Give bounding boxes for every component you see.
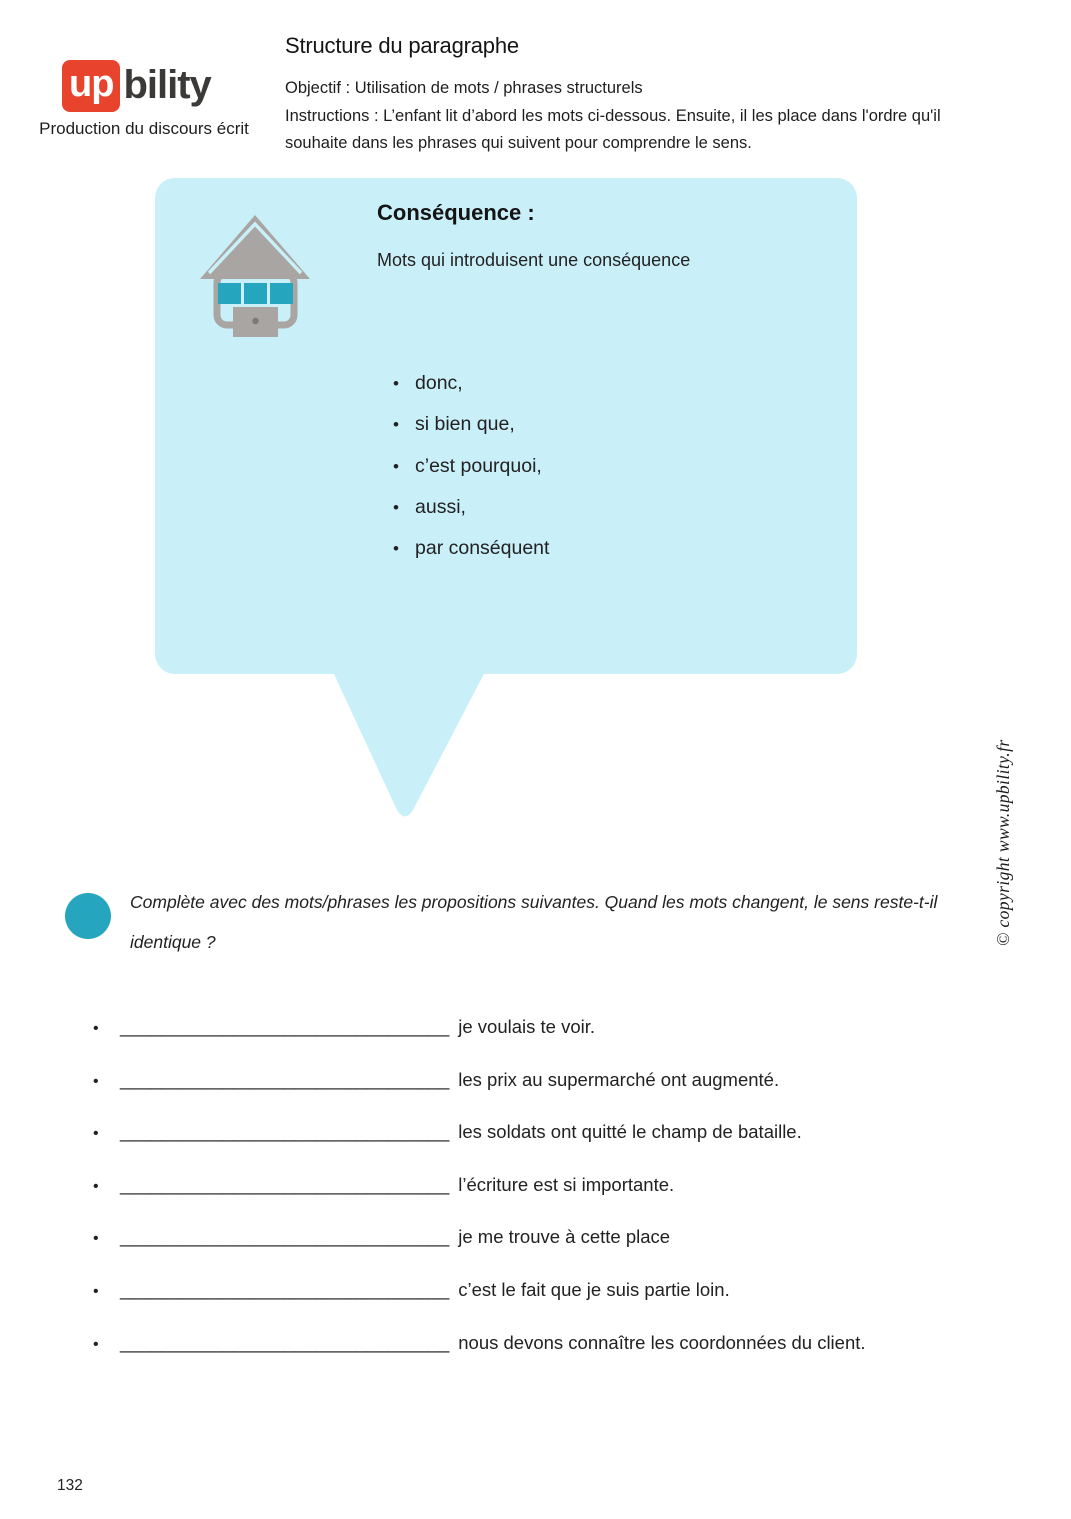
connector-word: c’est pourquoi,	[415, 454, 542, 477]
objective-text: Objectif : Utilisation de mots / phrases structurels	[285, 79, 643, 97]
speech-bubble-tail	[330, 672, 490, 824]
bullet-icon: •	[93, 1230, 99, 1248]
prompt-bullet-circle	[65, 893, 111, 939]
exercise-item-text: les prix au supermarché ont augmenté.	[458, 1068, 780, 1090]
exercise-item-text: je me trouve à cette place	[458, 1226, 671, 1248]
house-icon	[200, 215, 310, 339]
bullet-icon: •	[93, 1072, 99, 1090]
bullet-icon: •	[93, 1020, 99, 1037]
connector-word-item	[393, 487, 549, 528]
connector-word-item	[393, 528, 549, 569]
connector-word-list	[393, 363, 549, 569]
exercise-item	[93, 1002, 866, 1055]
connector-word: par conséquent	[415, 537, 550, 560]
exercise-item	[93, 1265, 866, 1318]
blank-line: ________________________________	[120, 1226, 450, 1248]
instructions-text: Instructions : L’enfant lit d’abord les mots ci-dessous. Ensuite, il les place dans l'ordre qu'il souhaite dans les phrases qui suivent pour comprendre le sens.	[285, 106, 941, 152]
exercise-item	[93, 1055, 866, 1108]
connector-word-item	[393, 363, 549, 404]
exercise-item-text: les soldats ont quitté le champ de bataille.	[458, 1121, 802, 1143]
exercise-prompt: Complète avec des mots/phrases les propositions suivantes. Quand les mots changent, le sens reste-t-il identique ?	[130, 892, 938, 952]
copyright-notice: © copyright www.upbility.fr	[993, 739, 1013, 946]
bullet-icon: •	[93, 1125, 99, 1143]
exercise-item-text: l’écriture est si importante.	[458, 1173, 675, 1195]
exercise-item	[93, 1318, 866, 1371]
exercise-list	[93, 1002, 866, 1370]
page-number: 132	[57, 1477, 83, 1494]
bubble-subtitle: Mots qui introduisent une conséquence	[377, 250, 691, 270]
bullet-icon: •	[393, 415, 399, 435]
bullet-icon: •	[393, 497, 399, 517]
bullet-icon: •	[93, 1335, 99, 1353]
exercise-item	[93, 1160, 866, 1213]
page-title: Structure du paragraphe	[285, 33, 519, 58]
exercise-item	[93, 1107, 866, 1160]
exercise-item-text: nous devons connaître les coordonnées du client.	[458, 1331, 866, 1353]
blank-line: ________________________________	[120, 1331, 450, 1353]
connector-word: aussi,	[415, 495, 466, 518]
logo-wordmark: bility	[123, 63, 211, 107]
bullet-icon: •	[393, 539, 399, 559]
bullet-icon: •	[93, 1282, 99, 1300]
exercise-item	[93, 1212, 866, 1265]
connector-word-item	[393, 404, 549, 445]
blank-line: ________________________________	[120, 1173, 450, 1195]
bullet-icon: •	[93, 1177, 99, 1195]
exercise-item-text: c’est le fait que je suis partie loin.	[458, 1278, 730, 1300]
bubble-title: Conséquence :	[377, 200, 535, 225]
blank-line: ________________________________	[120, 1121, 450, 1143]
blank-line: ________________________________	[120, 1016, 450, 1037]
exercise-item-text: je voulais te voir.	[458, 1016, 596, 1037]
blank-line: ________________________________	[120, 1068, 450, 1090]
upbility-logo	[62, 60, 211, 112]
page-header	[285, 33, 991, 158]
connector-word-item	[393, 446, 549, 487]
bullet-icon: •	[393, 374, 399, 393]
connector-word: si bien que,	[415, 413, 515, 436]
blank-line: ________________________________	[120, 1278, 450, 1300]
logo-subtitle: Production du discours écrit	[39, 119, 249, 138]
connector-word: donc,	[415, 372, 463, 394]
logo-up-badge: up	[62, 60, 120, 112]
bullet-icon: •	[393, 456, 399, 476]
